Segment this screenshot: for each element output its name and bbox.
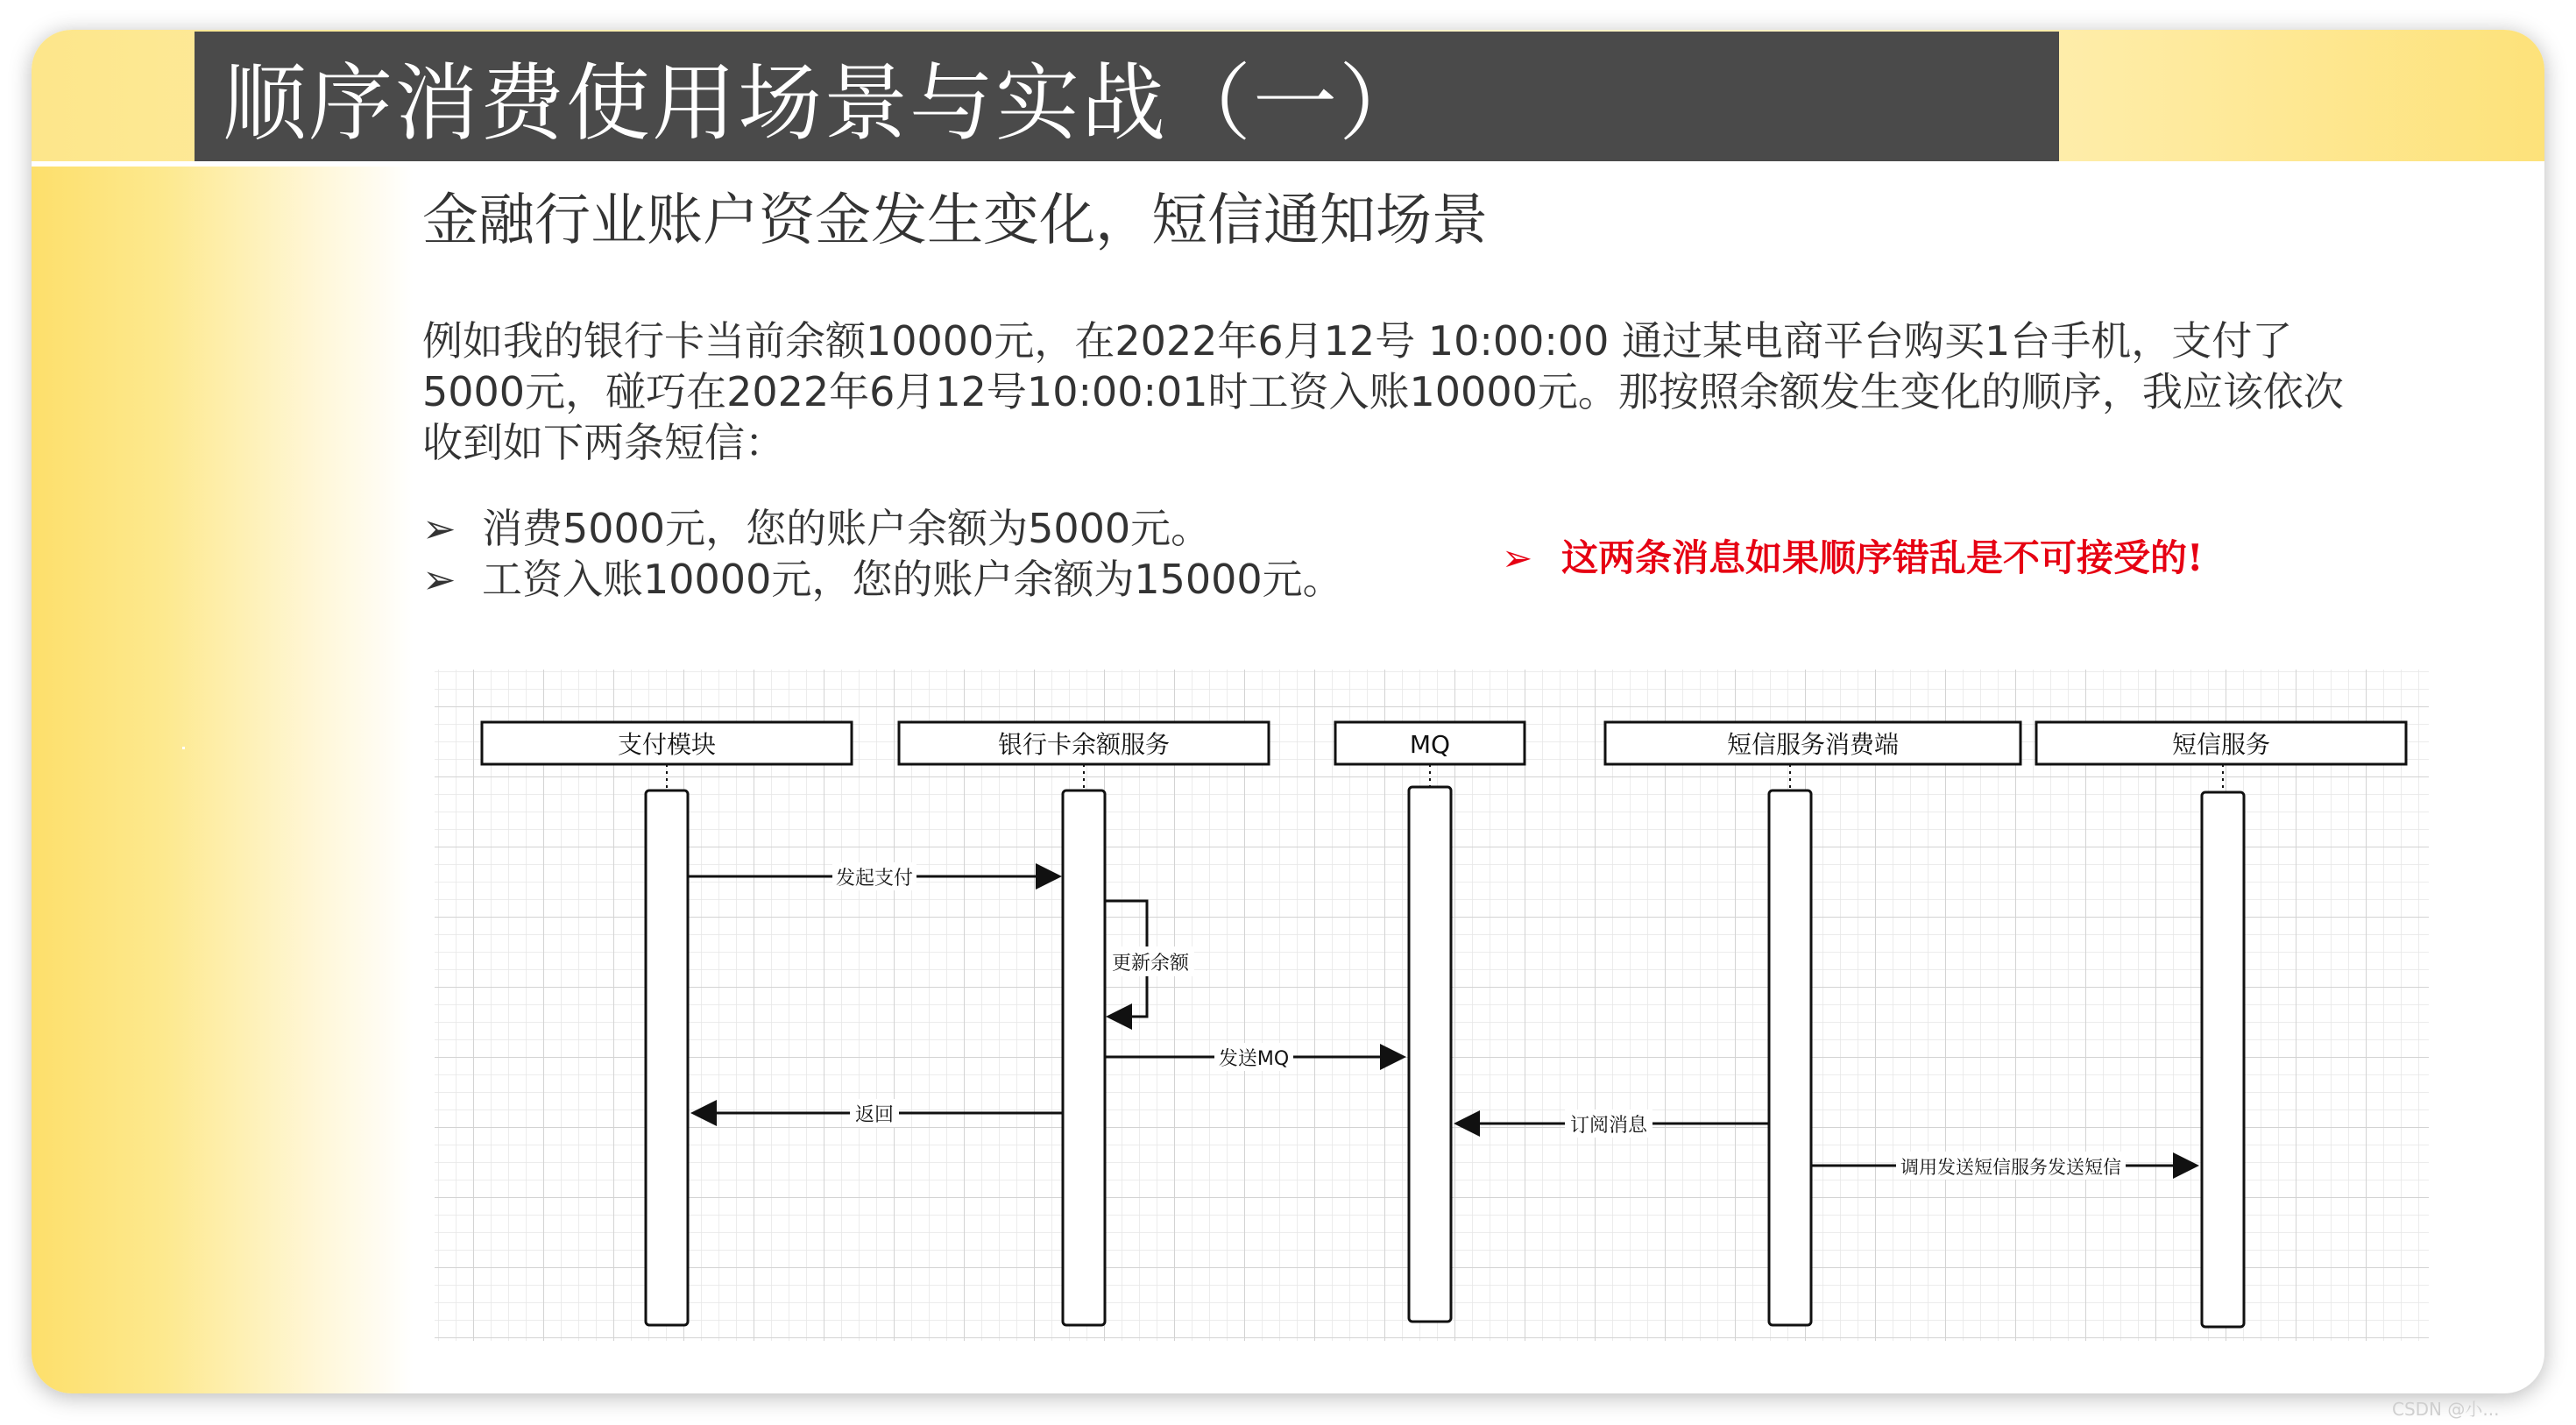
- bullet-text: 工资入账10000元，您的账户余额为15000元。: [482, 556, 1343, 603]
- participant-label: 短信服务: [2171, 730, 2271, 759]
- participant-payment: [482, 722, 852, 764]
- participant-label: 支付模块: [617, 730, 717, 759]
- title-bar: [195, 32, 2059, 161]
- bullet-text: 消费5000元，您的账户余额为5000元。: [482, 505, 1212, 552]
- left-band: [32, 161, 414, 1393]
- message-label: 调用发送短信服务发送短信: [1900, 1157, 2121, 1178]
- message-label: 发起支付: [835, 868, 914, 890]
- message-label: 发送MQ: [1218, 1048, 1290, 1070]
- scenario-paragraph: [422, 315, 2455, 468]
- message-label: 返回: [854, 1104, 895, 1126]
- bullet-arrow-icon: ➢: [422, 556, 456, 603]
- divider: [32, 161, 2544, 167]
- participant-balance-service: [899, 722, 1269, 764]
- message-label: 订阅消息: [1569, 1115, 1648, 1137]
- participant-mq: [1335, 722, 1525, 764]
- activation-bar-sms-consumer: [1769, 790, 1811, 1325]
- bullet-arrow-icon: ➢: [422, 505, 456, 552]
- activation-bar-payment: [646, 790, 688, 1325]
- participant-label: 短信服务消费端: [1726, 730, 1900, 759]
- activation-bar-mq: [1409, 787, 1451, 1322]
- page-title: 顺序消费使用场景与实战（一）: [223, 53, 1425, 152]
- bullet-item-1: [422, 503, 1211, 554]
- paragraph-line-2: 5000元，碰巧在2022年6月12号10:00:01时工资入账10000元。那按照余额发生变化的顺序，我应该依次: [422, 368, 2344, 415]
- sequence-diagram: [403, 636, 2432, 1343]
- paragraph-line-1: 例如我的银行卡当前余额10000元，在2022年6月12号 10:00:00 通过某电商平台购买1台手机，支付了: [422, 317, 2293, 365]
- warning-text: 这两条消息如果顺序错乱是不可接受的!: [1561, 536, 2204, 579]
- paragraph-line-3: 收到如下两条短信：: [422, 419, 785, 466]
- warning-note: [1502, 533, 2203, 584]
- participant-label: MQ: [1409, 730, 1451, 759]
- message-label: 更新余额: [1111, 953, 1190, 975]
- activation-bar-balance: [1063, 790, 1105, 1325]
- section-subtitle: 金融行业账户资金发生变化，短信通知场景: [422, 188, 1488, 253]
- participant-label: 银行卡余额服务: [997, 730, 1171, 759]
- watermark: CSDN @小...: [2392, 1399, 2500, 1420]
- bullet-item-2: [422, 554, 1343, 605]
- participant-sms-service: [2036, 722, 2406, 764]
- activation-bar-sms-service: [2202, 792, 2244, 1327]
- warning-arrow-icon: ➢: [1502, 536, 1533, 579]
- participant-sms-consumer: [1605, 722, 2020, 764]
- decorative-dot: [182, 747, 185, 749]
